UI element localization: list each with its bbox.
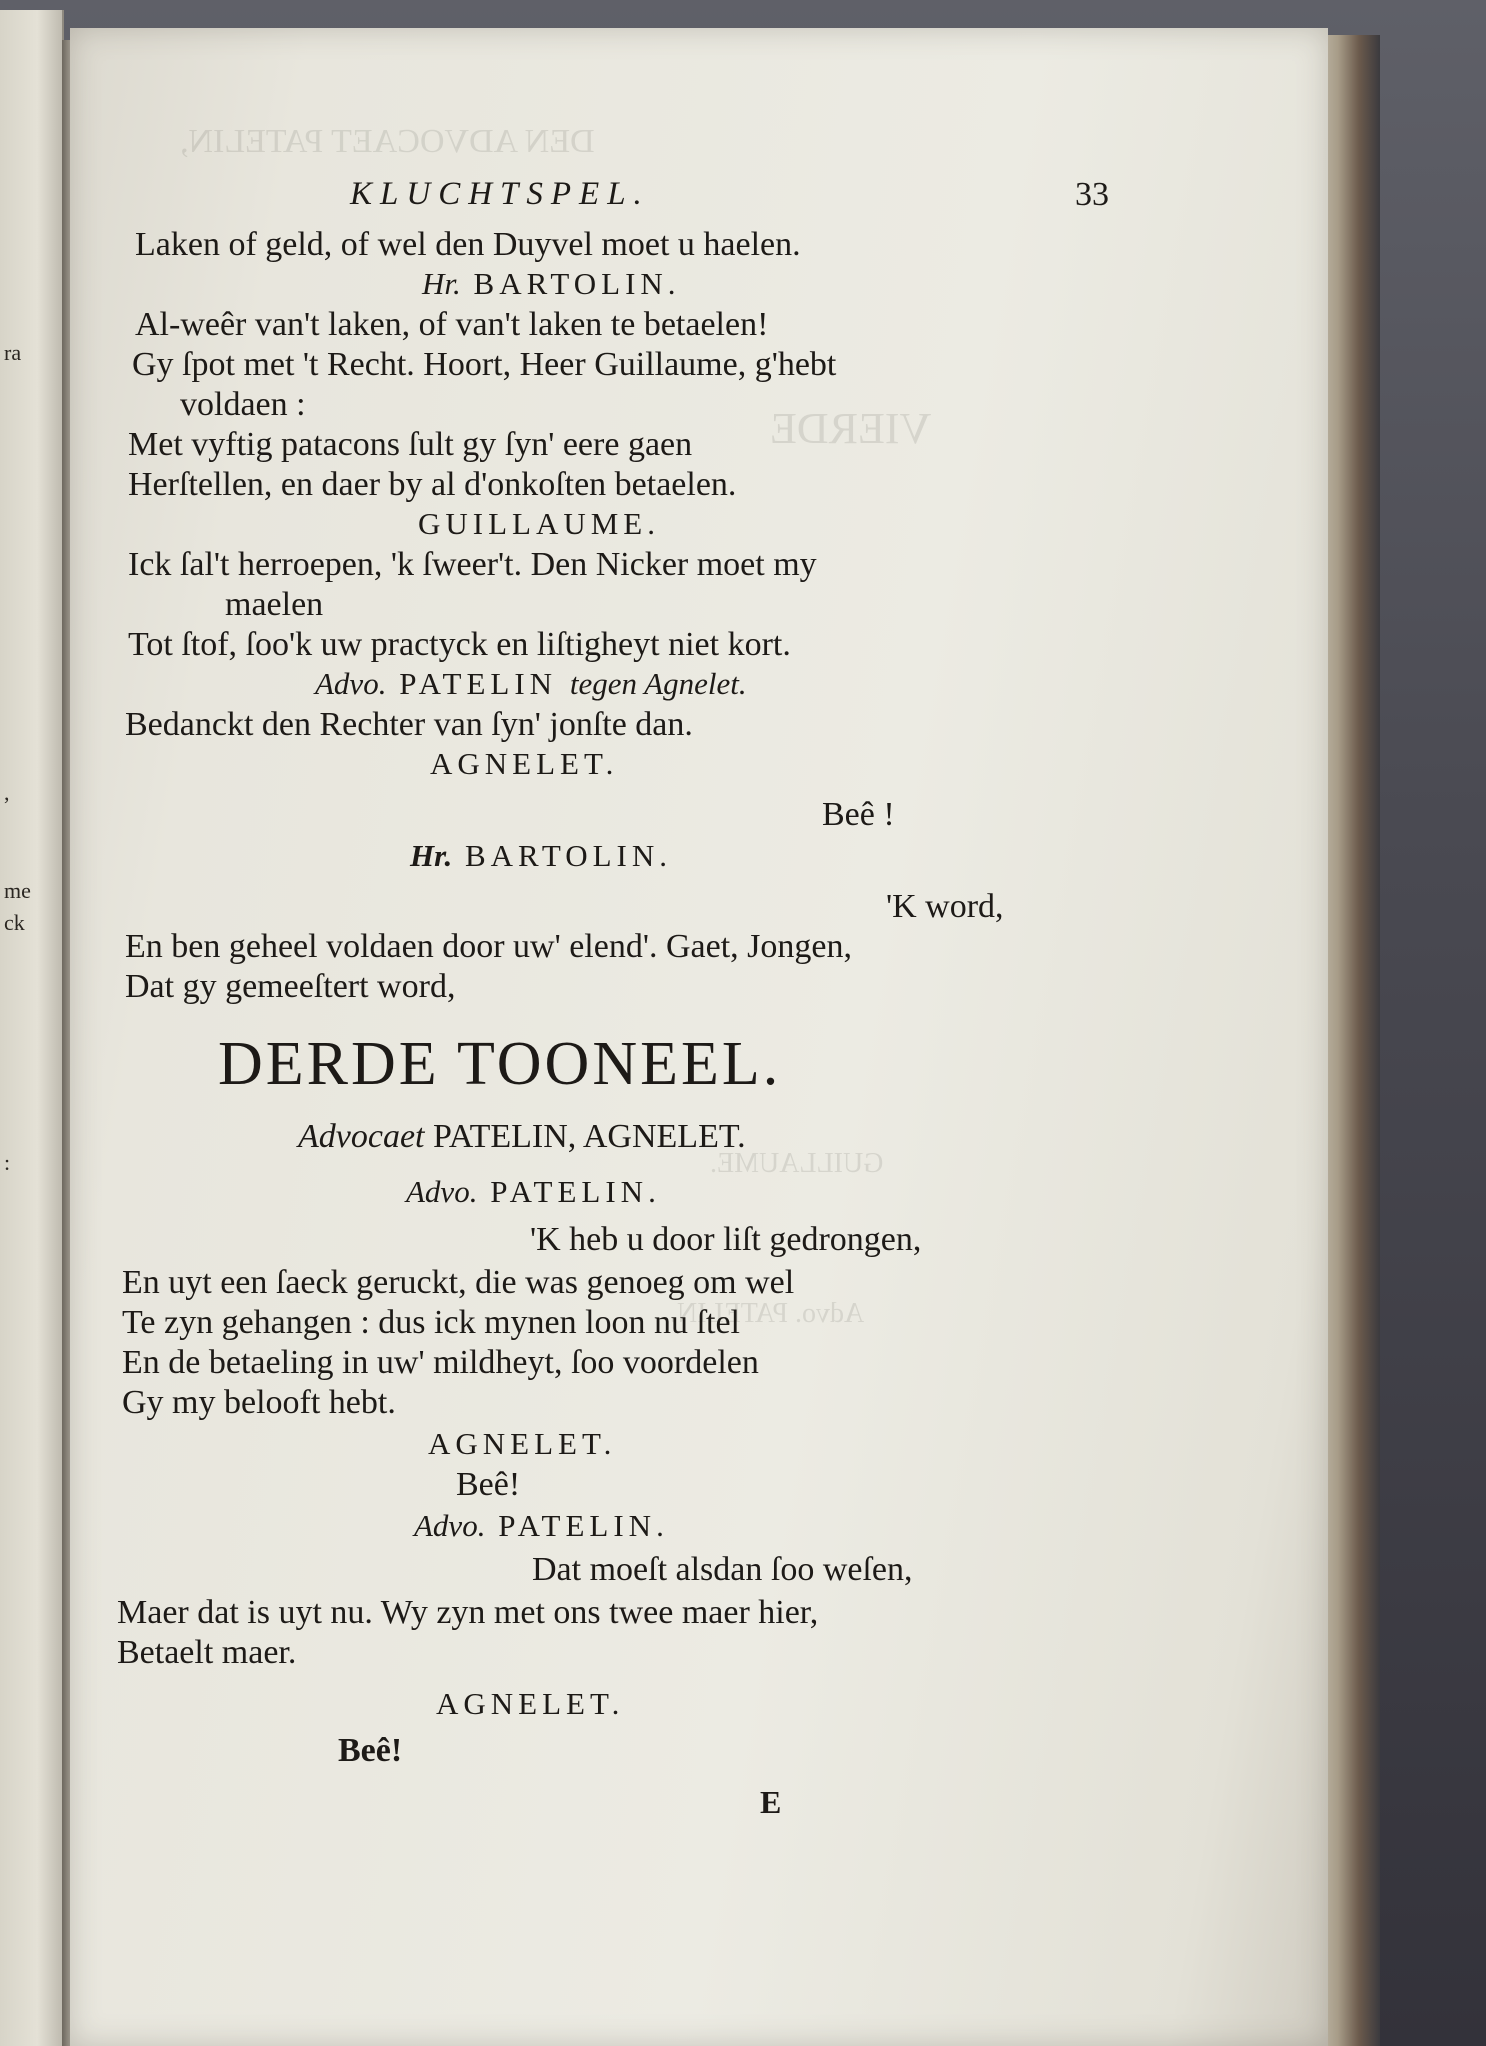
text-line: Dat moeſt alsdan ſoo weſen, [532, 1551, 913, 1588]
speaker-heading: Advo. PATELIN. [406, 1174, 661, 1209]
bleed-through-text: VIERDE [770, 404, 932, 453]
speaker-heading: AGNELET. [436, 1686, 625, 1721]
facing-page-fragment: , [4, 780, 10, 805]
facing-page-fragment: : [4, 1150, 11, 1175]
facing-page-fragment: me [4, 878, 31, 903]
speaker-heading: Advo. PATELIN tegen Agnelet. [315, 666, 747, 701]
speaker-heading: Hr. BARTOLIN. [422, 266, 681, 301]
text-line: Al-weêr van't laken, of van't laken te betaelen! [135, 306, 769, 343]
text-line: Beê! [456, 1466, 521, 1503]
bleed-through-text: Advo. PATELIN. [670, 1298, 865, 1329]
facing-page-fragment: ra [4, 340, 22, 365]
text-line: maelen [225, 586, 324, 623]
text-line: En ben geheel voldaen door uw' elend'. Gaet, Jongen, [125, 928, 852, 965]
text-line: Te zyn gehangen : dus ick mynen loon nu ſtel [122, 1304, 740, 1341]
speaker-heading: GUILLAUME. [418, 506, 660, 541]
text-line: Beê ! [822, 796, 895, 833]
text-line: 'K heb u door liſt gedrongen, [530, 1221, 922, 1258]
signature-mark: E [760, 1784, 782, 1820]
text-line: Betaelt maer. [117, 1634, 297, 1671]
text-line: Herſtellen, en daer by al d'onkoſten betaelen. [128, 466, 737, 503]
running-title: KLUCHTSPEL. [350, 176, 650, 212]
text-line: 'K word, [886, 888, 1004, 925]
text-line: Beê! [338, 1732, 403, 1769]
speaker-heading: Hr. BARTOLIN. [410, 838, 673, 873]
text-line: voldaen : [180, 386, 306, 423]
bleed-through-text: GUILLAUME. [710, 1148, 884, 1179]
speaker-heading: AGNELET. [428, 1426, 617, 1461]
text-line: Tot ſtof, ſoo'k uw practyck en liſtigheyt niet kort. [128, 626, 791, 663]
scene-cast: Advocaet PATELIN, AGNELET. [298, 1118, 746, 1155]
book-page [70, 28, 1328, 2046]
text-line: Bedanckt den Rechter van ſyn' jonſte dan. [125, 706, 693, 743]
facing-page-edge [0, 10, 64, 2046]
scene-title: DERDE TOONEEL. [218, 1030, 782, 1098]
text-line: Gy ſpot met 't Recht. Hoort, Heer Guillaume, g'hebt [132, 346, 837, 383]
text-line: Ick ſal't herroepen, 'k ſweer't. Den Nicker moet my [128, 546, 817, 583]
page-number: 33 [1075, 176, 1109, 213]
text-line: Maer dat is uyt nu. Wy zyn met ons twee maer hier, [117, 1594, 819, 1631]
text-line: En uyt een ſaeck geruckt, die was genoeg om wel [122, 1264, 795, 1301]
text-line: Dat gy gemeeſtert word, [125, 968, 456, 1005]
speaker-heading: Advo. PATELIN. [414, 1508, 669, 1543]
bleed-through-text: DEN ADVOCAET PATELIN, [180, 123, 595, 160]
text-line: Gy my belooft hebt. [122, 1384, 396, 1421]
text-line: En de betaeling in uw' mildheyt, ſoo voordelen [122, 1344, 759, 1381]
text-line: Laken of geld, of wel den Duyvel moet u haelen. [135, 226, 801, 263]
facing-page-fragment: ck [4, 910, 25, 935]
speaker-heading: AGNELET. [430, 746, 619, 781]
text-line: Met vyftig patacons ſult gy ſyn' eere gaen [128, 426, 693, 463]
